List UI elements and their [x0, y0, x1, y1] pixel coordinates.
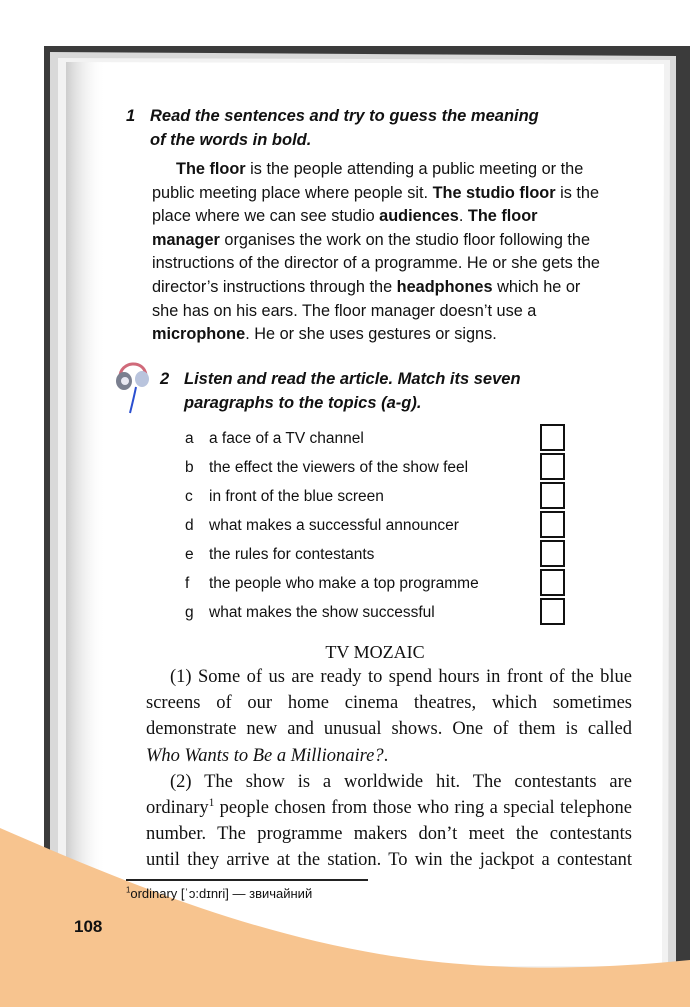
- article-line: [170, 772, 632, 793]
- topic-letter: a: [185, 430, 194, 447]
- text-segment: until they arrive at the station. To win the jackpot a contestant: [146, 850, 632, 871]
- article-line: [146, 824, 632, 845]
- text-segment: .: [383, 745, 389, 766]
- task1-number: 1: [126, 107, 136, 125]
- answer-box[interactable]: [540, 453, 565, 480]
- text-segment: ordinary: [146, 798, 209, 818]
- topic-letter: d: [185, 517, 194, 534]
- text-segment: public meeting place where people sit.: [152, 183, 433, 202]
- article-line: [170, 667, 632, 688]
- topic-text: a face of a TV channel: [209, 430, 364, 447]
- task2-heading-line2: paragraphs to the topics (a-g).: [184, 394, 422, 412]
- topic-text: the rules for contestants: [209, 546, 375, 563]
- text-segment: is the: [555, 183, 600, 202]
- article-line: [146, 746, 632, 767]
- article-title: TV MOZAIC: [325, 642, 425, 662]
- task2-heading-line1: Listen and read the article. Match its seven: [184, 370, 521, 388]
- topic-letter: e: [185, 546, 194, 563]
- topic-text: what makes the show successful: [209, 604, 435, 621]
- answer-box[interactable]: [540, 569, 565, 596]
- article-line: [146, 719, 632, 740]
- text-segment: .: [458, 207, 468, 226]
- article-line: [146, 850, 632, 871]
- text-segment: organises the work on the studio floor following the: [219, 230, 591, 249]
- bold-term: manager: [152, 230, 220, 249]
- footnote-rule: [126, 879, 368, 881]
- audio-headphones-icon: [112, 355, 154, 415]
- task1-line: [152, 205, 538, 229]
- bold-term: The floor: [467, 207, 538, 226]
- text-segment: which he or: [492, 278, 581, 296]
- show-title: Who Wants to Be a Millionaire?: [146, 745, 384, 766]
- text-segment: director’s instructions through the: [152, 278, 397, 296]
- task1-line: [152, 229, 590, 253]
- bold-term: The studio floor: [432, 183, 556, 202]
- text-segment: (1) Some of us are ready to spend hours in front of the blue: [170, 667, 632, 687]
- bold-term: microphone: [152, 325, 246, 344]
- task1-line: [152, 252, 600, 276]
- footnote-marker: 1: [126, 885, 131, 895]
- text-segment: she has on his ears. The floor manager doesn’t use a: [152, 301, 537, 320]
- topic-text: the effect the viewers of the show feel: [209, 459, 469, 476]
- bold-term: headphones: [396, 278, 493, 296]
- text-segment: instructions of the director of a programme. He or she gets the: [152, 254, 600, 273]
- topic-row: [185, 459, 565, 488]
- text-segment: (2) The show is a worldwide hit. The contestants are: [170, 771, 632, 792]
- answer-box[interactable]: [540, 598, 565, 625]
- text-segment: people chosen from those who ring a special telephone: [214, 798, 632, 818]
- footnote-text: ordinary [ˈɔ:dɪnri] — звичайний: [130, 886, 313, 901]
- text-segment: . He or she uses gestures or signs.: [245, 325, 497, 344]
- topic-letter: g: [185, 604, 194, 621]
- topic-row: [185, 488, 565, 517]
- footnote: [126, 886, 312, 901]
- text-segment: number. The programme makers don’t meet the contestants: [146, 824, 632, 845]
- answer-box[interactable]: [540, 511, 565, 538]
- task1-line: [176, 158, 583, 182]
- topic-text: in front of the blue screen: [209, 488, 384, 505]
- bold-term: audiences: [379, 207, 459, 226]
- topic-letter: c: [185, 488, 193, 505]
- footnote-ref: 1: [208, 796, 215, 809]
- task2-number: 2: [160, 370, 170, 388]
- task1-line: [152, 323, 497, 347]
- answer-box[interactable]: [540, 482, 565, 509]
- task1-line: [152, 182, 599, 206]
- article-line: [146, 798, 632, 819]
- task1-line: [152, 276, 580, 300]
- text-segment: screens of our home cinema theatres, which sometimes: [146, 693, 632, 714]
- text-segment: place where we can see studio: [152, 207, 380, 226]
- answer-box[interactable]: [540, 540, 565, 567]
- task1-heading-line1: Read the sentences and try to guess the meaning: [150, 107, 539, 125]
- topic-letter: b: [185, 459, 194, 476]
- topic-letter: f: [185, 575, 190, 592]
- topic-text: the people who make a top programme: [209, 575, 479, 592]
- answer-box[interactable]: [540, 424, 565, 451]
- text-segment: is the people attending a public meeting or the: [245, 160, 584, 178]
- topic-row: [185, 546, 565, 575]
- text-segment: demonstrate new and unusual shows. One of them is called: [146, 719, 632, 740]
- topic-text: what makes a successful announcer: [209, 517, 459, 534]
- task1-line: [152, 300, 536, 324]
- topic-row: [185, 575, 565, 604]
- topic-row: [185, 517, 565, 546]
- bold-term: The floor: [176, 160, 246, 178]
- page-number: 108: [74, 917, 103, 936]
- article-line: [146, 693, 632, 714]
- topic-row: [185, 604, 565, 633]
- task1-heading-line2: of the words in bold.: [150, 131, 312, 149]
- topic-row: [185, 430, 565, 459]
